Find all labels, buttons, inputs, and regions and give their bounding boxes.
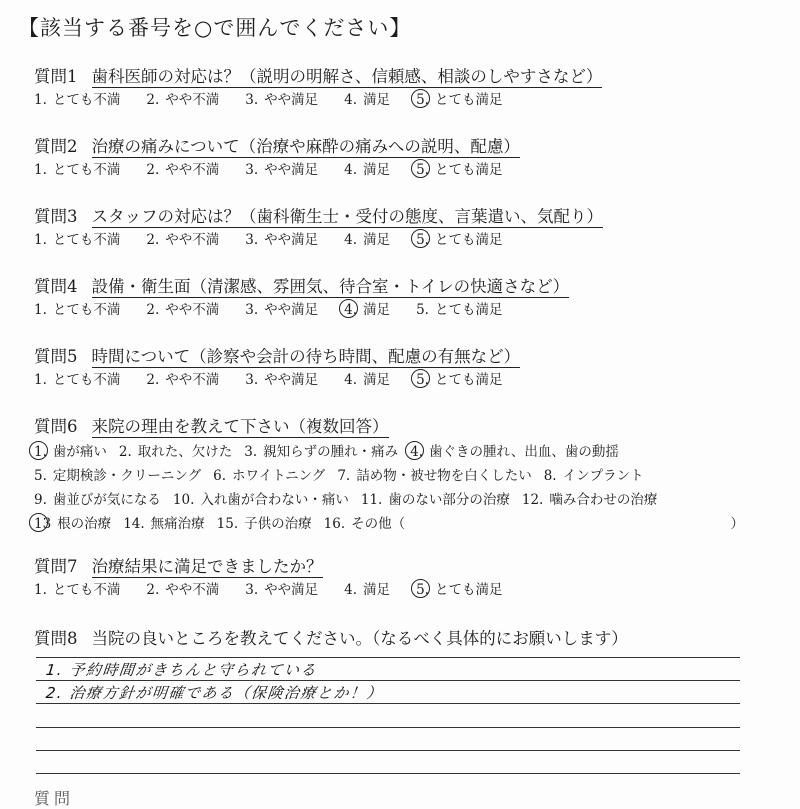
- option-label: やや満足: [264, 372, 319, 388]
- option-number: 11.: [360, 492, 383, 508]
- option-4[interactable]: [344, 231, 390, 250]
- question-number: 質問4: [34, 277, 78, 296]
- page-title: 【該当する番号を○で囲んでください】: [18, 16, 412, 40]
- option-label: とても不満: [52, 232, 121, 248]
- option-5-selected[interactable]: [416, 161, 502, 180]
- option-label: インプラント: [562, 468, 644, 484]
- option-label: やや不満: [165, 582, 220, 598]
- option-label: 歯ぐきの腫れ、出血、歯の動揺: [429, 444, 619, 460]
- q6-option[interactable]: [34, 464, 201, 488]
- option-number: 2.: [146, 302, 160, 318]
- q6-row: [34, 440, 774, 464]
- option-number: 3.: [245, 162, 259, 178]
- option-5-selected[interactable]: [416, 91, 502, 110]
- option-number: 15.: [216, 516, 239, 532]
- options-q1: [34, 91, 774, 110]
- question-number: 質問8: [34, 629, 78, 648]
- q6-option[interactable]: [361, 488, 510, 512]
- option-3[interactable]: [245, 161, 318, 180]
- option-label: やや満足: [264, 582, 319, 598]
- option-label: やや満足: [264, 162, 319, 178]
- option-3[interactable]: [245, 91, 318, 110]
- option-label: とても満足: [434, 582, 503, 598]
- option-label: ホワイトニング: [232, 468, 326, 484]
- q6-options: [34, 440, 774, 536]
- option-2[interactable]: [146, 371, 219, 390]
- option-label: やや不満: [165, 92, 220, 108]
- option-3[interactable]: [245, 581, 318, 600]
- option-label: やや不満: [165, 232, 220, 248]
- q6-option[interactable]: [34, 488, 161, 512]
- option-4[interactable]: [344, 161, 390, 180]
- option-label: 親知らずの腫れ・痛み: [263, 444, 399, 460]
- option-label: とても不満: [52, 92, 121, 108]
- question-number: 質問3: [34, 207, 78, 226]
- option-label: とても不満: [52, 302, 121, 318]
- question-text: 設備・衛生面（清潔感、雰囲気、待合室・トイレの快適さなど）: [91, 277, 570, 296]
- option-number: 5.: [416, 302, 429, 318]
- options-q5: [34, 371, 774, 390]
- option-2[interactable]: [146, 161, 219, 180]
- option-4[interactable]: [344, 371, 390, 390]
- option-number: 4.: [344, 162, 358, 178]
- option-5-selected[interactable]: [416, 581, 502, 600]
- q6-option[interactable]: [522, 488, 657, 512]
- close-paren: ）: [730, 516, 744, 532]
- question-text: 治療の痛みについて（治療や麻酔の痛みへの説明、配慮）: [91, 137, 520, 156]
- option-label: 歯のない部分の治療: [388, 492, 510, 508]
- option-number: 7.: [337, 468, 351, 484]
- option-number: 1.: [34, 372, 47, 388]
- q6-row: [34, 464, 774, 488]
- option-label: とても不満: [52, 372, 121, 388]
- question-number: 質問5: [34, 347, 78, 366]
- option-number: 6.: [213, 468, 227, 484]
- option-number: 2.: [146, 162, 160, 178]
- question-3: [34, 206, 774, 250]
- option-label: 取れた、欠けた: [137, 444, 233, 460]
- option-number: 1.: [34, 162, 47, 178]
- option-number: 1.: [34, 92, 47, 108]
- q6-option[interactable]: [213, 464, 325, 488]
- question-text: 治療結果に満足できましたか？: [91, 557, 323, 576]
- option-label: 歯並びが気になる: [52, 492, 161, 508]
- q6-option[interactable]: [173, 488, 349, 512]
- option-number: 3.: [245, 372, 259, 388]
- question-text: スタッフの対応は？（歯科衛生士・受付の態度、言葉遣い、気配り）: [91, 207, 603, 226]
- q6-option-selected[interactable]: [34, 512, 111, 536]
- option-number: 2.: [146, 372, 160, 388]
- option-number: 9.: [34, 492, 47, 508]
- option-number: 3.: [245, 582, 259, 598]
- option-number: 5.: [416, 92, 429, 108]
- handwritten-answer-1: 1. 予約時間がきちんと守られている: [45, 661, 318, 679]
- option-label: 無痛治療: [150, 516, 205, 532]
- question-5: [34, 346, 774, 390]
- option-label: 満足: [363, 92, 391, 108]
- question-7: [34, 556, 774, 600]
- option-label: 根の治療: [57, 516, 112, 532]
- option-5-selected[interactable]: [416, 371, 502, 390]
- option-number: 1.: [34, 232, 47, 248]
- question-1: [34, 66, 774, 110]
- options-q7: [34, 581, 774, 600]
- option-label: 満足: [363, 232, 391, 248]
- option-label: とても満足: [434, 302, 503, 318]
- option-number: 4.: [344, 232, 358, 248]
- options-q4: [34, 301, 774, 320]
- question-2: [34, 136, 774, 180]
- option-number: 8.: [543, 468, 557, 484]
- option-label: 満足: [363, 582, 391, 598]
- question-number: 質問6: [34, 417, 78, 436]
- option-number: 3.: [245, 92, 259, 108]
- option-label: 詰め物・被せ物を白くしたい: [356, 468, 532, 484]
- question-text: 時間について（診察や会計の待ち時間、配慮の有無など）: [91, 347, 521, 366]
- q6-option[interactable]: [244, 440, 398, 464]
- option-number: 5.: [416, 162, 429, 178]
- question-8: [34, 628, 774, 650]
- option-2[interactable]: [146, 91, 219, 110]
- write-line: [36, 657, 740, 658]
- option-label: 満足: [363, 302, 391, 318]
- option-label: とても満足: [434, 92, 503, 108]
- option-label: やや不満: [165, 302, 220, 318]
- option-number: 3.: [245, 232, 259, 248]
- option-5[interactable]: [416, 301, 502, 320]
- question-text: 当院の良いところを教えてください。（なるべく具体的にお願いします）: [91, 629, 628, 648]
- q6-option-selected[interactable]: [34, 440, 107, 464]
- option-1[interactable]: [34, 161, 120, 180]
- option-number: 2.: [146, 92, 160, 108]
- question-number: 質問7: [34, 557, 78, 576]
- option-label: 定期検診・クリーニング: [52, 468, 202, 484]
- q6-option[interactable]: [217, 512, 312, 536]
- q6-option[interactable]: [337, 464, 531, 488]
- option-3[interactable]: [245, 231, 318, 250]
- option-label: やや満足: [264, 302, 319, 318]
- option-1[interactable]: [34, 231, 120, 250]
- option-number: 1.: [34, 582, 47, 598]
- option-label: 噛み合わせの治療: [549, 492, 658, 508]
- option-5-selected[interactable]: [416, 231, 502, 250]
- q6-option[interactable]: [544, 464, 644, 488]
- option-label: やや不満: [165, 372, 220, 388]
- option-2[interactable]: [146, 581, 219, 600]
- question-4: [34, 276, 774, 320]
- option-number: 3.: [244, 444, 258, 460]
- option-label: 入れ歯が合わない・痛い: [200, 492, 349, 508]
- question-text: 来院の理由を教えて下さい（複数回答）: [91, 417, 389, 436]
- option-number: 5.: [416, 372, 429, 388]
- option-label: とても不満: [52, 582, 121, 598]
- option-number: 10.: [172, 492, 195, 508]
- option-number: 5.: [34, 468, 47, 484]
- option-label: とても満足: [434, 232, 503, 248]
- option-label: やや満足: [264, 232, 319, 248]
- option-number: 4.: [344, 582, 358, 598]
- write-line: [36, 773, 740, 774]
- q6-option[interactable]: [324, 512, 405, 536]
- option-number: 2.: [146, 582, 160, 598]
- option-1[interactable]: [34, 91, 120, 110]
- option-3[interactable]: [245, 371, 318, 390]
- options-q2: [34, 161, 774, 180]
- write-line: [36, 703, 740, 704]
- option-number: 4.: [344, 302, 358, 318]
- options-q3: [34, 231, 774, 250]
- option-3[interactable]: [245, 301, 318, 320]
- option-label: 満足: [363, 162, 391, 178]
- question-6: [34, 416, 774, 536]
- option-number: 1.: [34, 444, 47, 460]
- option-label: とても満足: [434, 372, 503, 388]
- question-number: 質問1: [34, 67, 78, 86]
- option-number: 5.: [416, 232, 429, 248]
- q6-row: [34, 512, 774, 536]
- option-number: 12.: [521, 492, 544, 508]
- option-2[interactable]: [146, 301, 219, 320]
- option-number: 2.: [146, 232, 160, 248]
- q6-option[interactable]: [119, 440, 232, 464]
- next-question-cutoff: 質問: [34, 789, 75, 808]
- q6-option[interactable]: [123, 512, 204, 536]
- question-number: 質問2: [34, 137, 78, 156]
- option-number: 4.: [344, 92, 358, 108]
- option-label: 子供の治療: [244, 516, 312, 532]
- option-number: 14.: [123, 516, 145, 532]
- q6-row: [34, 488, 774, 512]
- write-line: [36, 750, 740, 751]
- option-number: 3.: [245, 302, 259, 318]
- option-number: 16.: [323, 516, 346, 532]
- option-4-selected[interactable]: [344, 301, 390, 320]
- handwritten-answer-2: 2. 治療方針が明確である（保険治療とか！）: [45, 684, 384, 702]
- option-1[interactable]: [34, 581, 120, 600]
- option-number: 2.: [118, 444, 132, 460]
- option-number: 4.: [410, 444, 424, 460]
- option-label: 満足: [363, 372, 391, 388]
- option-number: 5.: [416, 582, 429, 598]
- option-label: やや満足: [264, 92, 319, 108]
- option-number: 4.: [344, 372, 358, 388]
- option-4[interactable]: [344, 581, 390, 600]
- option-number: 1.: [34, 302, 47, 318]
- option-label: やや不満: [165, 162, 220, 178]
- option-label: その他（: [351, 516, 406, 532]
- option-label: とても満足: [434, 162, 503, 178]
- question-text: 歯科医師の対応は？（説明の明解さ、信頼感、相談のしやすさなど）: [91, 67, 603, 86]
- option-4[interactable]: [344, 91, 390, 110]
- option-label: 歯が痛い: [52, 444, 107, 460]
- option-number: 13: [34, 516, 52, 532]
- option-1[interactable]: [34, 301, 120, 320]
- write-line: [36, 680, 740, 681]
- option-label: とても不満: [52, 162, 121, 178]
- option-1[interactable]: [34, 371, 120, 390]
- option-2[interactable]: [146, 231, 219, 250]
- write-line: [36, 727, 740, 728]
- q6-option-selected[interactable]: [410, 440, 619, 464]
